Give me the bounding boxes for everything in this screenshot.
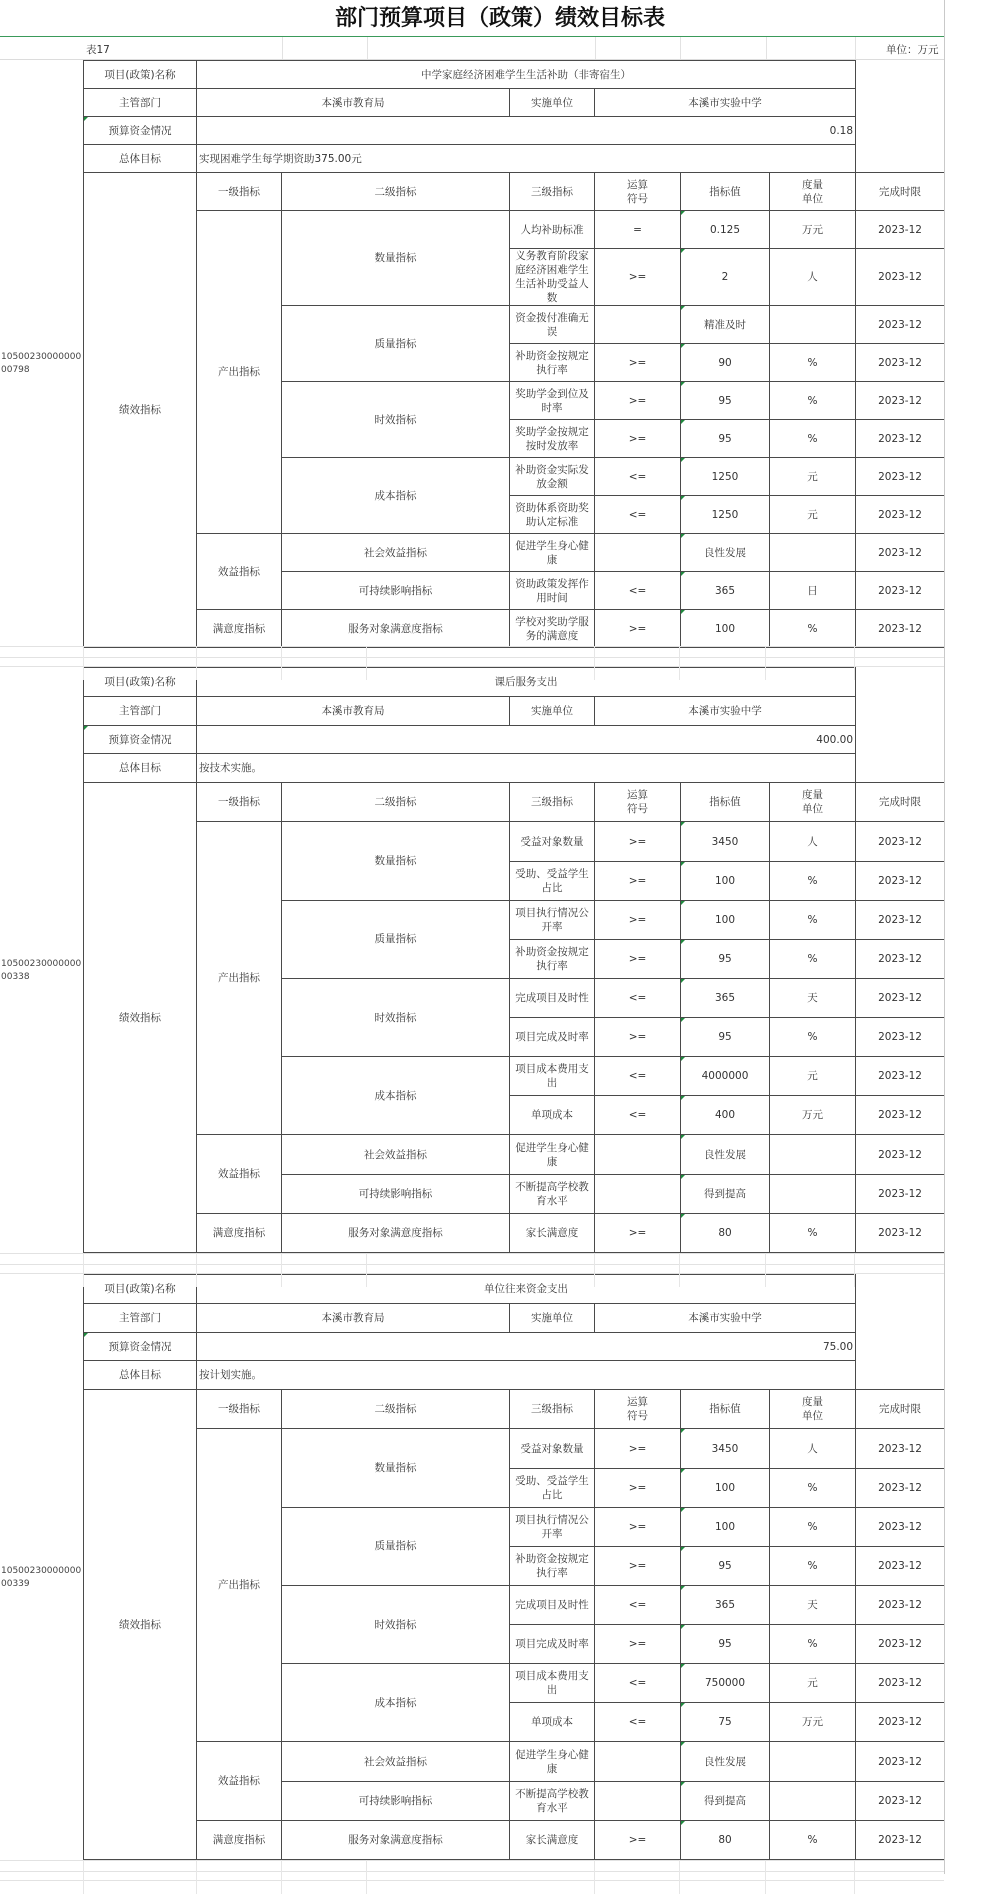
deadline: 2023-12 (856, 420, 945, 458)
spacer-rows (0, 1860, 944, 1894)
table-number: 表17 (86, 44, 110, 56)
level3-indicator: 完成项目及时性 (510, 978, 595, 1017)
deadline: 2023-12 (856, 1625, 945, 1664)
level3-indicator: 受助、受益学生占比 (510, 861, 595, 900)
deadline: 2023-12 (856, 1057, 945, 1096)
indicator-value: 75 (681, 1703, 770, 1742)
level3-indicator: 补助资金实际发放金额 (510, 458, 595, 496)
level2-indicator: 服务对象满意度指标 (282, 1820, 510, 1859)
col-header-5: 指标值 (681, 783, 770, 822)
level2-indicator: 可持续影响指标 (282, 572, 510, 610)
deadline: 2023-12 (856, 382, 945, 420)
indicator-value: 3450 (681, 1429, 770, 1468)
level2-indicator: 质量指标 (282, 900, 510, 978)
goal-value: 按技术实施。 (197, 754, 856, 783)
indicator-value: 95 (681, 939, 770, 978)
level1-indicator: 效益指标 (197, 1135, 282, 1213)
operator: <= (595, 572, 681, 610)
measure-unit: 元 (770, 458, 856, 496)
impl-unit-value: 本溪市实验中学 (595, 1303, 856, 1332)
col-header-2: 二级指标 (282, 1390, 510, 1429)
operator: >= (595, 249, 681, 306)
measure-unit: % (770, 900, 856, 939)
deadline: 2023-12 (856, 344, 945, 382)
indicator-value: 100 (681, 610, 770, 648)
indicator-value: 95 (681, 420, 770, 458)
measure-unit (770, 1174, 856, 1213)
col-header-6: 度量 单位 (770, 783, 856, 822)
measure-unit: % (770, 1625, 856, 1664)
measure-unit: % (770, 1546, 856, 1585)
spacer-rows (0, 1253, 944, 1287)
operator (595, 1135, 681, 1174)
deadline: 2023-12 (856, 1429, 945, 1468)
measure-unit: 天 (770, 1585, 856, 1624)
level3-indicator: 项目成本费用支出 (510, 1057, 595, 1096)
deadline: 2023-12 (856, 1174, 945, 1213)
level3-indicator: 学校对奖助学服务的满意度 (510, 610, 595, 648)
deadline: 2023-12 (856, 306, 945, 344)
col-header-5: 指标值 (681, 1390, 770, 1429)
deadline: 2023-12 (856, 1742, 945, 1781)
goal-value: 实现困难学生每学期资助375.00元 (197, 145, 856, 173)
indicator-value: 365 (681, 572, 770, 610)
level1-indicator: 效益指标 (197, 1742, 282, 1820)
indicator-value: 良性发展 (681, 534, 770, 572)
project-block (0, 60, 944, 646)
deadline: 2023-12 (856, 1213, 945, 1252)
indicator-value: 80 (681, 1213, 770, 1252)
operator: <= (595, 1585, 681, 1624)
sheet-header-row (0, 36, 944, 60)
indicator-value: 90 (681, 344, 770, 382)
project-code: 1050023000000000339 (1, 1566, 82, 1589)
unit-label: 单位：万元 (886, 44, 939, 56)
level3-indicator: 受益对象数量 (510, 822, 595, 861)
operator: <= (595, 496, 681, 534)
indicator-value: 100 (681, 1507, 770, 1546)
deadline: 2023-12 (856, 1820, 945, 1859)
indicator-value: 4000000 (681, 1057, 770, 1096)
label-impl-unit: 实施单位 (510, 1303, 595, 1332)
level2-indicator: 数量指标 (282, 211, 510, 306)
measure-unit: 人 (770, 822, 856, 861)
level1-indicator: 满意度指标 (197, 610, 282, 648)
label-budget: 预算资金情况 (84, 117, 197, 145)
level2-indicator: 可持续影响指标 (282, 1781, 510, 1820)
deadline: 2023-12 (856, 1096, 945, 1135)
indicator-value: 100 (681, 900, 770, 939)
indicator-value: 95 (681, 1018, 770, 1057)
level2-indicator: 数量指标 (282, 1429, 510, 1507)
level3-indicator: 补助资金按规定执行率 (510, 939, 595, 978)
operator: >= (595, 1546, 681, 1585)
impl-unit-value: 本溪市实验中学 (595, 89, 856, 117)
level3-indicator: 不断提高学校教育水平 (510, 1174, 595, 1213)
measure-unit: 天 (770, 978, 856, 1017)
measure-unit (770, 306, 856, 344)
col-header-7: 完成时限 (856, 783, 945, 822)
level1-indicator: 满意度指标 (197, 1213, 282, 1252)
deadline: 2023-12 (856, 1507, 945, 1546)
operator: <= (595, 1057, 681, 1096)
col-header-3: 三级指标 (510, 173, 595, 211)
indicator-value: 1250 (681, 496, 770, 534)
level2-indicator: 社会效益指标 (282, 1135, 510, 1174)
level3-indicator: 项目执行情况公开率 (510, 900, 595, 939)
performance-table (83, 60, 945, 648)
deadline: 2023-12 (856, 939, 945, 978)
label-dept: 主管部门 (84, 89, 197, 117)
label-performance: 绩效指标 (84, 1390, 197, 1860)
level3-indicator: 家长满意度 (510, 1213, 595, 1252)
operator: <= (595, 1664, 681, 1703)
measure-unit: 人 (770, 1429, 856, 1468)
level3-indicator: 补助资金按规定执行率 (510, 1546, 595, 1585)
level3-indicator: 项目成本费用支出 (510, 1664, 595, 1703)
level2-indicator: 服务对象满意度指标 (282, 610, 510, 648)
operator: >= (595, 1507, 681, 1546)
level3-indicator: 促进学生身心健康 (510, 1135, 595, 1174)
deadline: 2023-12 (856, 1546, 945, 1585)
indicator-value: 365 (681, 978, 770, 1017)
measure-unit: 人 (770, 249, 856, 306)
deadline: 2023-12 (856, 1585, 945, 1624)
level3-indicator: 不断提高学校教育水平 (510, 1781, 595, 1820)
level3-indicator: 补助资金按规定执行率 (510, 344, 595, 382)
deadline: 2023-12 (856, 572, 945, 610)
label-project-name: 项目(政策)名称 (84, 668, 197, 697)
project-name: 中学家庭经济困难学生生活补助（非寄宿生） (197, 61, 856, 89)
level3-indicator: 项目执行情况公开率 (510, 1507, 595, 1546)
measure-unit: % (770, 344, 856, 382)
label-impl-unit: 实施单位 (510, 696, 595, 725)
deadline: 2023-12 (856, 458, 945, 496)
measure-unit (770, 1135, 856, 1174)
col-header-4: 运算 符号 (595, 173, 681, 211)
deadline: 2023-12 (856, 861, 945, 900)
dept-value: 本溪市教育局 (197, 1303, 510, 1332)
operator: <= (595, 1096, 681, 1135)
label-goal: 总体目标 (84, 754, 197, 783)
project-block (0, 1274, 944, 1860)
impl-unit-value: 本溪市实验中学 (595, 696, 856, 725)
level2-indicator: 时效指标 (282, 382, 510, 458)
level2-indicator: 社会效益指标 (282, 534, 510, 572)
col-header-6: 度量 单位 (770, 173, 856, 211)
indicator-value: 100 (681, 1468, 770, 1507)
label-impl-unit: 实施单位 (510, 89, 595, 117)
dept-value: 本溪市教育局 (197, 89, 510, 117)
operator (595, 1781, 681, 1820)
col-header-1: 一级指标 (197, 1390, 282, 1429)
performance-table (83, 1274, 945, 1860)
measure-unit: 日 (770, 572, 856, 610)
indicator-value: 1250 (681, 458, 770, 496)
deadline: 2023-12 (856, 534, 945, 572)
level3-indicator: 单项成本 (510, 1703, 595, 1742)
indicator-value: 750000 (681, 1664, 770, 1703)
level3-indicator: 人均补助标准 (510, 211, 595, 249)
col-header-3: 三级指标 (510, 1390, 595, 1429)
project-name: 课后服务支出 (197, 668, 856, 697)
indicator-value: 得到提高 (681, 1781, 770, 1820)
indicator-value: 100 (681, 861, 770, 900)
label-dept: 主管部门 (84, 696, 197, 725)
level3-indicator: 受益对象数量 (510, 1429, 595, 1468)
operator: >= (595, 900, 681, 939)
measure-unit: 万元 (770, 211, 856, 249)
level3-indicator: 义务教育阶段家庭经济困难学生生活补助受益人数 (510, 249, 595, 306)
sheet-edge-line (944, 0, 945, 1874)
col-header-2: 二级指标 (282, 783, 510, 822)
operator (595, 534, 681, 572)
deadline: 2023-12 (856, 211, 945, 249)
deadline: 2023-12 (856, 1664, 945, 1703)
col-header-6: 度量 单位 (770, 1390, 856, 1429)
col-header-1: 一级指标 (197, 783, 282, 822)
level3-indicator: 项目完成及时率 (510, 1018, 595, 1057)
level1-indicator: 产出指标 (197, 822, 282, 1135)
indicator-value: 精准及时 (681, 306, 770, 344)
operator: >= (595, 1468, 681, 1507)
operator: >= (595, 1625, 681, 1664)
measure-unit: 元 (770, 496, 856, 534)
level2-indicator: 服务对象满意度指标 (282, 1213, 510, 1252)
project-code: 1050023000000000338 (1, 959, 82, 982)
level1-indicator: 效益指标 (197, 534, 282, 610)
level1-indicator: 产出指标 (197, 1429, 282, 1742)
measure-unit: % (770, 1820, 856, 1859)
operator: >= (595, 1429, 681, 1468)
measure-unit: % (770, 1468, 856, 1507)
deadline: 2023-12 (856, 822, 945, 861)
deadline: 2023-12 (856, 249, 945, 306)
label-dept: 主管部门 (84, 1303, 197, 1332)
level3-indicator: 奖助学金按规定按时发放率 (510, 420, 595, 458)
level3-indicator: 家长满意度 (510, 1820, 595, 1859)
operator: >= (595, 1820, 681, 1859)
level2-indicator: 质量指标 (282, 1507, 510, 1585)
col-header-1: 一级指标 (197, 173, 282, 211)
operator (595, 306, 681, 344)
deadline: 2023-12 (856, 1781, 945, 1820)
indicator-value: 3450 (681, 822, 770, 861)
label-project-name: 项目(政策)名称 (84, 1275, 197, 1304)
deadline: 2023-12 (856, 900, 945, 939)
level3-indicator: 完成项目及时性 (510, 1585, 595, 1624)
level3-indicator: 奖助学金到位及时率 (510, 382, 595, 420)
operator: >= (595, 382, 681, 420)
col-header-5: 指标值 (681, 173, 770, 211)
level2-indicator: 社会效益指标 (282, 1742, 510, 1781)
label-budget: 预算资金情况 (84, 1332, 197, 1361)
deadline: 2023-12 (856, 496, 945, 534)
level3-indicator: 促进学生身心健康 (510, 534, 595, 572)
measure-unit (770, 1742, 856, 1781)
col-header-7: 完成时限 (856, 173, 945, 211)
operator: <= (595, 458, 681, 496)
level3-indicator: 项目完成及时率 (510, 1625, 595, 1664)
measure-unit: % (770, 420, 856, 458)
deadline: 2023-12 (856, 1018, 945, 1057)
level1-indicator: 产出指标 (197, 211, 282, 534)
operator (595, 1174, 681, 1213)
indicator-value: 80 (681, 1820, 770, 1859)
measure-unit: % (770, 861, 856, 900)
indicator-value: 0.125 (681, 211, 770, 249)
measure-unit: 万元 (770, 1703, 856, 1742)
level3-indicator: 资助政策发挥作用时间 (510, 572, 595, 610)
col-header-4: 运算 符号 (595, 783, 681, 822)
page-title: 部门预算项目（政策）绩效目标表 (334, 5, 665, 31)
measure-unit: % (770, 1018, 856, 1057)
label-performance: 绩效指标 (84, 173, 197, 648)
project-name: 单位往来资金支出 (197, 1275, 856, 1304)
goal-value: 按计划实施。 (197, 1361, 856, 1390)
measure-unit (770, 1781, 856, 1820)
project-block (0, 667, 944, 1253)
indicator-value: 良性发展 (681, 1742, 770, 1781)
deadline: 2023-12 (856, 1135, 945, 1174)
operator: <= (595, 978, 681, 1017)
level1-indicator: 满意度指标 (197, 1820, 282, 1859)
performance-table (83, 667, 945, 1253)
measure-unit: % (770, 610, 856, 648)
level2-indicator: 可持续影响指标 (282, 1174, 510, 1213)
level2-indicator: 数量指标 (282, 822, 510, 900)
deadline: 2023-12 (856, 1468, 945, 1507)
col-header-4: 运算 符号 (595, 1390, 681, 1429)
budget-value: 400.00 (197, 725, 856, 754)
label-project-name: 项目(政策)名称 (84, 61, 197, 89)
deadline: 2023-12 (856, 1703, 945, 1742)
deadline: 2023-12 (856, 978, 945, 1017)
indicator-value: 95 (681, 382, 770, 420)
operator: = (595, 211, 681, 249)
project-code: 1050023000000000798 (1, 352, 82, 375)
col-header-3: 三级指标 (510, 783, 595, 822)
label-budget: 预算资金情况 (84, 725, 197, 754)
indicator-value: 400 (681, 1096, 770, 1135)
level3-indicator: 资助体系资助奖助认定标准 (510, 496, 595, 534)
level2-indicator: 质量指标 (282, 306, 510, 382)
indicator-value: 得到提高 (681, 1174, 770, 1213)
budget-value: 75.00 (197, 1332, 856, 1361)
operator: >= (595, 861, 681, 900)
measure-unit: 元 (770, 1664, 856, 1703)
measure-unit: % (770, 939, 856, 978)
operator: >= (595, 822, 681, 861)
measure-unit: % (770, 1507, 856, 1546)
level2-indicator: 时效指标 (282, 978, 510, 1056)
measure-unit (770, 534, 856, 572)
deadline: 2023-12 (856, 610, 945, 648)
level2-indicator: 成本指标 (282, 1057, 510, 1135)
col-header-7: 完成时限 (856, 1390, 945, 1429)
indicator-value: 良性发展 (681, 1135, 770, 1174)
label-performance: 绩效指标 (84, 783, 197, 1253)
budget-value: 0.18 (197, 117, 856, 145)
operator: <= (595, 1703, 681, 1742)
dept-value: 本溪市教育局 (197, 696, 510, 725)
spacer-rows (0, 646, 944, 680)
col-header-2: 二级指标 (282, 173, 510, 211)
operator (595, 1742, 681, 1781)
level3-indicator: 受助、受益学生占比 (510, 1468, 595, 1507)
operator: >= (595, 610, 681, 648)
measure-unit: % (770, 382, 856, 420)
indicator-value: 95 (681, 1546, 770, 1585)
level3-indicator: 单项成本 (510, 1096, 595, 1135)
indicator-value: 2 (681, 249, 770, 306)
measure-unit: % (770, 1213, 856, 1252)
operator: >= (595, 1213, 681, 1252)
indicator-value: 95 (681, 1625, 770, 1664)
level2-indicator: 成本指标 (282, 458, 510, 534)
label-goal: 总体目标 (84, 1361, 197, 1390)
operator: >= (595, 1018, 681, 1057)
operator: >= (595, 939, 681, 978)
level3-indicator: 促进学生身心健康 (510, 1742, 595, 1781)
indicator-value: 365 (681, 1585, 770, 1624)
operator: >= (595, 420, 681, 458)
label-goal: 总体目标 (84, 145, 197, 173)
level2-indicator: 成本指标 (282, 1664, 510, 1742)
level3-indicator: 资金拨付准确无误 (510, 306, 595, 344)
measure-unit: 万元 (770, 1096, 856, 1135)
level2-indicator: 时效指标 (282, 1585, 510, 1663)
operator: >= (595, 344, 681, 382)
measure-unit: 元 (770, 1057, 856, 1096)
